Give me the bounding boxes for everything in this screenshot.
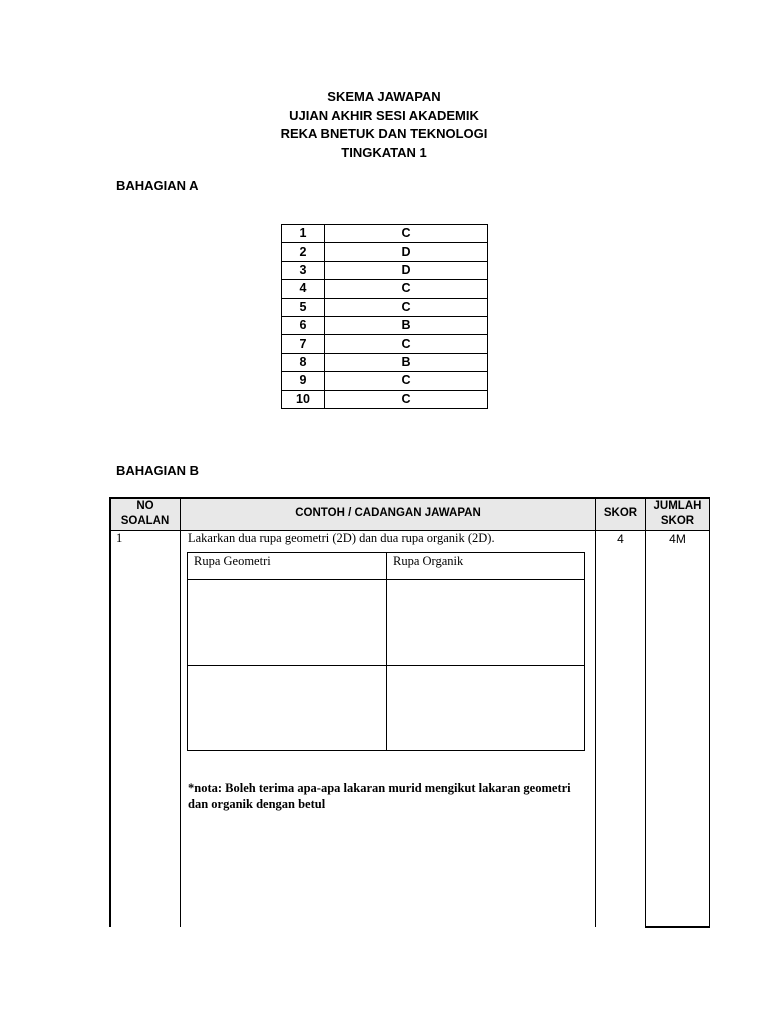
answer-row <box>282 261 488 279</box>
title-line-2: UJIAN AKHIR SESI AKADEMIK <box>289 107 479 123</box>
answer-number: 5 <box>282 298 325 316</box>
column-divider-1 <box>180 497 181 927</box>
answer-letter: D <box>325 261 488 279</box>
total-score-value: 4M <box>669 532 686 546</box>
column-divider-2 <box>595 497 596 927</box>
header-total-line2: SKOR <box>660 515 695 527</box>
answer-number: 7 <box>282 335 325 353</box>
question-number: 1 <box>116 531 123 545</box>
total-column-bottom-border <box>645 926 710 928</box>
sketch-table-divider <box>386 552 387 751</box>
sketch-table-left <box>187 552 188 751</box>
answer-row <box>282 280 488 298</box>
table-left-border <box>109 497 111 927</box>
answer-number: 1 <box>282 225 325 243</box>
marking-note: *nota: Boleh terima apa-apa lakaran murid mengikut lakaran geometri dan organik dengan betul <box>188 781 571 811</box>
answer-row <box>282 243 488 261</box>
column-divider-3 <box>645 497 646 927</box>
document-title-block <box>0 88 768 162</box>
sketch-col-organic: Rupa Organik <box>393 554 464 568</box>
answer-number: 8 <box>282 353 325 371</box>
section-a-heading: BAHAGIAN A <box>116 178 199 193</box>
title-line-3: REKA BNETUK DAN TEKNOLOGI <box>280 126 488 141</box>
section-b-heading: BAHAGIAN B <box>116 463 200 478</box>
answer-row <box>282 298 488 316</box>
answer-number: 9 <box>282 372 325 390</box>
answer-row <box>282 316 488 334</box>
title-line-1: SKEMA JAWAPAN <box>327 89 441 104</box>
header-score: SKOR <box>603 507 638 519</box>
answer-row <box>282 390 488 408</box>
answer-letter: C <box>325 335 488 353</box>
sketch-col-geometric: Rupa Geometri <box>194 554 271 568</box>
header-total-score <box>646 499 709 529</box>
header-total-line1: JUMLAH <box>653 500 702 512</box>
header-no-line2: SOALAN <box>120 515 170 527</box>
title-line-4: TINGKATAN 1 <box>341 144 427 160</box>
score-value: 4 <box>617 532 624 546</box>
answer-number: 3 <box>282 261 325 279</box>
answer-number: 2 <box>282 243 325 261</box>
answer-number: 10 <box>282 390 325 408</box>
header-no-line1: NO <box>136 500 154 512</box>
answer-letter: C <box>325 390 488 408</box>
header-answer: CONTOH / CADANGAN JAWAPAN <box>295 507 481 519</box>
sketch-table-right <box>584 552 585 751</box>
answer-letter: B <box>325 353 488 371</box>
answer-row <box>282 225 488 243</box>
answer-letter: C <box>325 225 488 243</box>
answer-row <box>282 353 488 371</box>
answer-letter: D <box>325 243 488 261</box>
answer-letter: B <box>325 316 488 334</box>
question-text: Lakarkan dua rupa geometri (2D) dan dua rupa organik (2D). <box>188 531 495 545</box>
answer-letter: C <box>325 298 488 316</box>
header-no-soalan <box>110 499 180 529</box>
answer-key-table <box>281 224 488 409</box>
answer-row <box>282 335 488 353</box>
table-top-border <box>109 497 710 499</box>
answer-letter: C <box>325 280 488 298</box>
answer-row <box>282 372 488 390</box>
answer-number: 6 <box>282 316 325 334</box>
answer-letter: C <box>325 372 488 390</box>
answer-number: 4 <box>282 280 325 298</box>
table-right-border <box>709 497 710 927</box>
